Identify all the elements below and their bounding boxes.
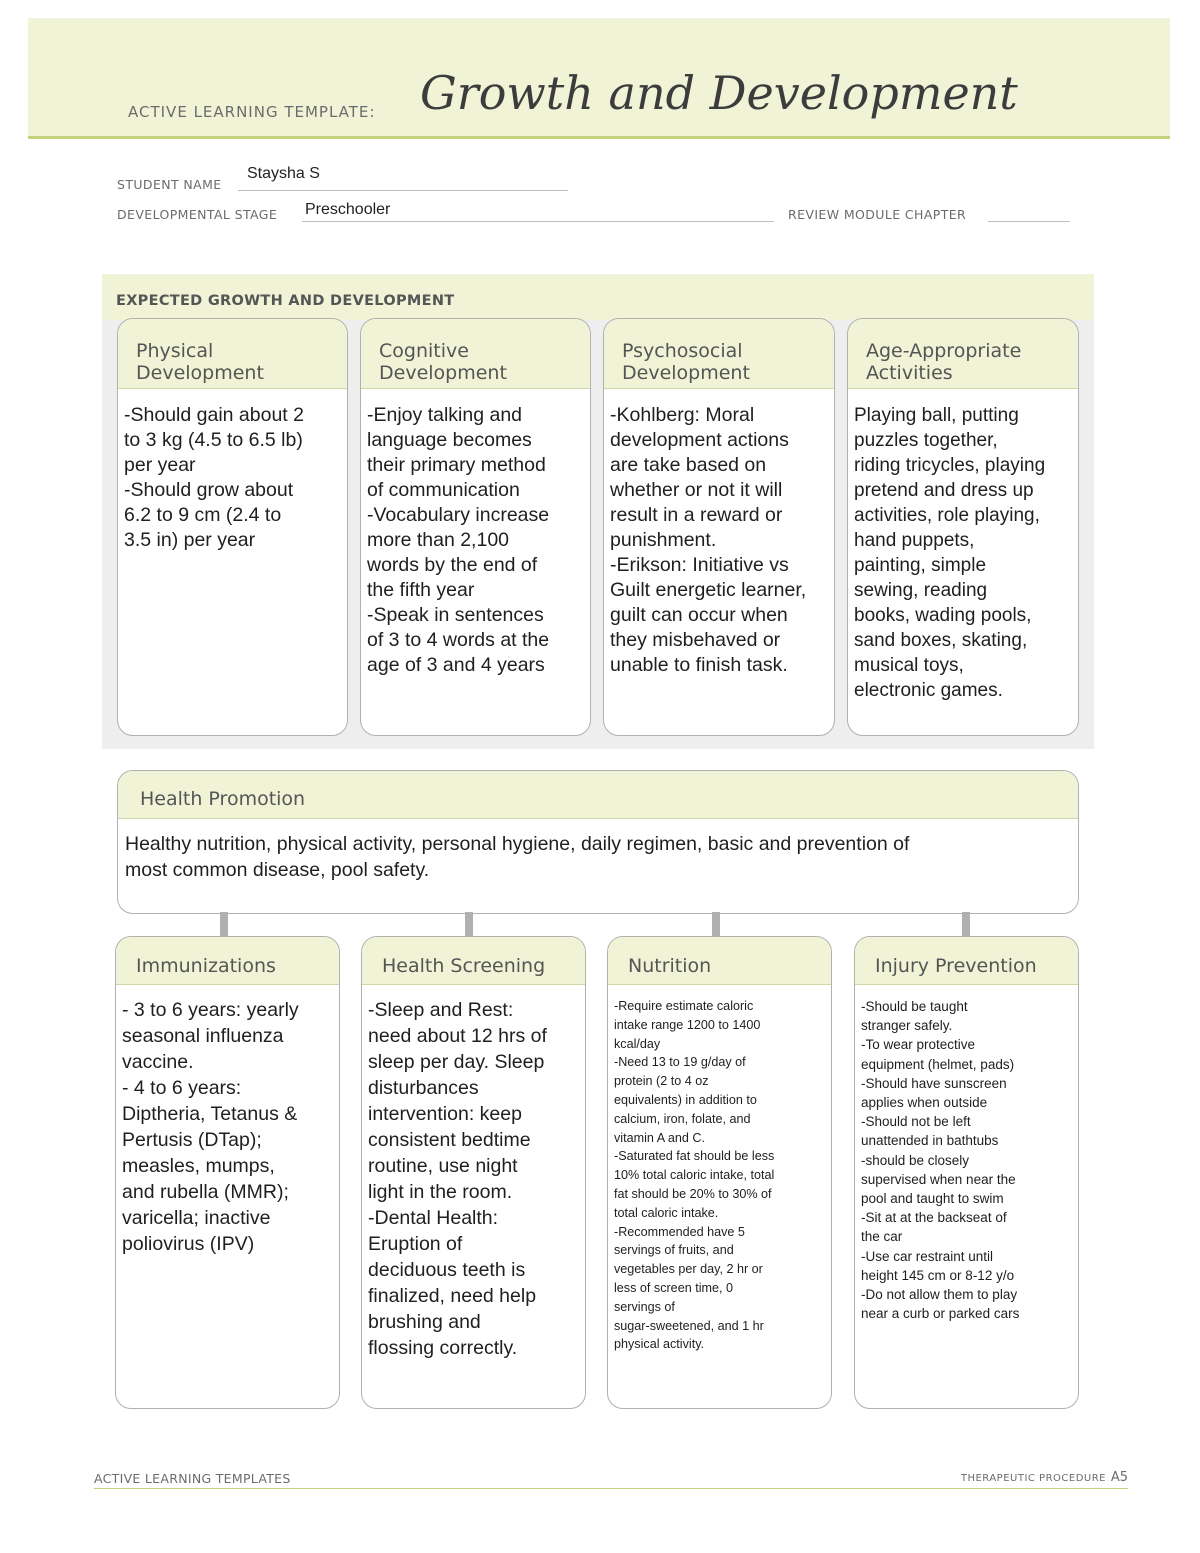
student-name-line	[238, 190, 568, 191]
age-appropriate-activities-text: Playing ball, putting puzzles together, riding tricycles, playing pretend and dress up activities, role playing, hand puppets, painting, simple sewing, reading books, wading pools, sand boxes, skating, musical toys, electronic games.	[854, 405, 1046, 701]
connector-line	[220, 912, 228, 938]
age-appropriate-activities-card	[847, 318, 1079, 736]
age-appropriate-activities-heading: Age-Appropriate Activities	[866, 340, 1022, 384]
footer-rule	[94, 1488, 1128, 1489]
footer-category-label: THERAPEUTIC PROCEDURE	[960, 1473, 1106, 1484]
review-module-line	[988, 221, 1070, 222]
health-screening-card	[361, 936, 586, 1409]
injury-prevention-card	[854, 936, 1079, 1409]
nutrition-text: -Require estimate caloric intake range 1200 to 1400 kcal/day -Need 13 to 19 g/day of protein (2 to 4 oz equivalents) in addition to calcium, iron, folate, and vitamin A and C. -Saturated fat should be less 10% total caloric intake, total fat should be 20% to 30% of total caloric intake. -Recommended have 5 servings of fruits, and vegetables per day, 2 hr or less of screen time, 0 servings of sugar-sweetened, and 1 hr physical activity.	[614, 999, 775, 1352]
health-promotion-text: Healthy nutrition, physical activity, personal hygiene, daily regimen, basic and prevention of most common disease, pool safety.	[125, 833, 910, 881]
cognitive-development-card	[360, 318, 591, 736]
connector-line	[465, 912, 473, 938]
template-title: Growth and Development	[420, 66, 1018, 120]
connector-line	[962, 912, 970, 938]
header-rule	[28, 136, 1170, 139]
nutrition-card	[607, 936, 832, 1409]
student-name-value[interactable]: Staysha S	[247, 165, 320, 182]
expected-growth-title: EXPECTED GROWTH AND DEVELOPMENT	[116, 293, 455, 309]
connector-line	[712, 912, 720, 938]
nutrition-heading: Nutrition	[628, 955, 712, 977]
physical-development-text: -Should gain about 2 to 3 kg (4.5 to 6.5 lb) per year -Should grow about 6.2 to 9 cm (2.4 to 3.5 in) per year	[124, 404, 304, 551]
psychosocial-development-card	[603, 318, 835, 736]
footer-page-number: A5	[1110, 1470, 1128, 1485]
review-module-label: REVIEW MODULE CHAPTER	[788, 207, 967, 222]
immunizations-text: - 3 to 6 years: yearly seasonal influenza vaccine. - 4 to 6 years: Diptheria, Tetanus & Pertusis (DTap); measles, mumps, and rubella (MMR); varicella; inactive poliovirus (IPV)	[122, 999, 299, 1255]
injury-prevention-heading: Injury Prevention	[875, 955, 1037, 977]
immunizations-heading: Immunizations	[136, 955, 276, 977]
immunizations-card	[115, 936, 340, 1409]
cognitive-development-text: -Enjoy talking and language becomes their primary method of communication -Vocabulary increase more than 2,100 words by the end of the fifth year -Speak in sentences of 3 to 4 words at the age of 3 and 4 years	[367, 404, 550, 676]
cognitive-development-heading: Cognitive Development	[379, 340, 507, 384]
student-name-label: STUDENT NAME	[117, 177, 222, 192]
footer-series-label: ACTIVE LEARNING TEMPLATES	[94, 1471, 291, 1486]
health-promotion-card	[117, 770, 1079, 914]
health-screening-heading: Health Screening	[382, 955, 546, 977]
health-screening-text: -Sleep and Rest: need about 12 hrs of sleep per day. Sleep disturbances intervention: keep consistent bedtime routine, use night light in the room. -Dental Health: Eruption of deciduous teeth is finalized, need help brushing and flossing correctly.	[368, 999, 547, 1359]
developmental-stage-value[interactable]: Preschooler	[305, 201, 391, 218]
template-label: ACTIVE LEARNING TEMPLATE:	[128, 103, 376, 121]
injury-prevention-text: -Should be taught stranger safely. -To wear protective equipment (helmet, pads) -Should have sunscreen applies when outside -Should not be left unattended in bathtubs -should be closely supervised when near the pool and taught to swim -Sit at at the backseat of the car -Use car restraint until height 145 cm or 8-12 y/o -Do not allow them to play near a curb or parked cars	[861, 999, 1020, 1322]
health-promotion-heading: Health Promotion	[140, 788, 306, 810]
psychosocial-development-heading: Psychosocial Development	[622, 340, 750, 384]
developmental-stage-line	[302, 221, 774, 222]
developmental-stage-label: DEVELOPMENTAL STAGE	[117, 207, 278, 222]
physical-development-card	[117, 318, 348, 736]
psychosocial-development-text: -Kohlberg: Moral development actions are take based on whether or not it will result in a reward or punishment. -Erikson: Initiative vs Guilt energetic learner, guilt can occur when they misbehaved or unable to finish task.	[610, 404, 807, 676]
physical-development-heading: Physical Development	[136, 340, 264, 384]
